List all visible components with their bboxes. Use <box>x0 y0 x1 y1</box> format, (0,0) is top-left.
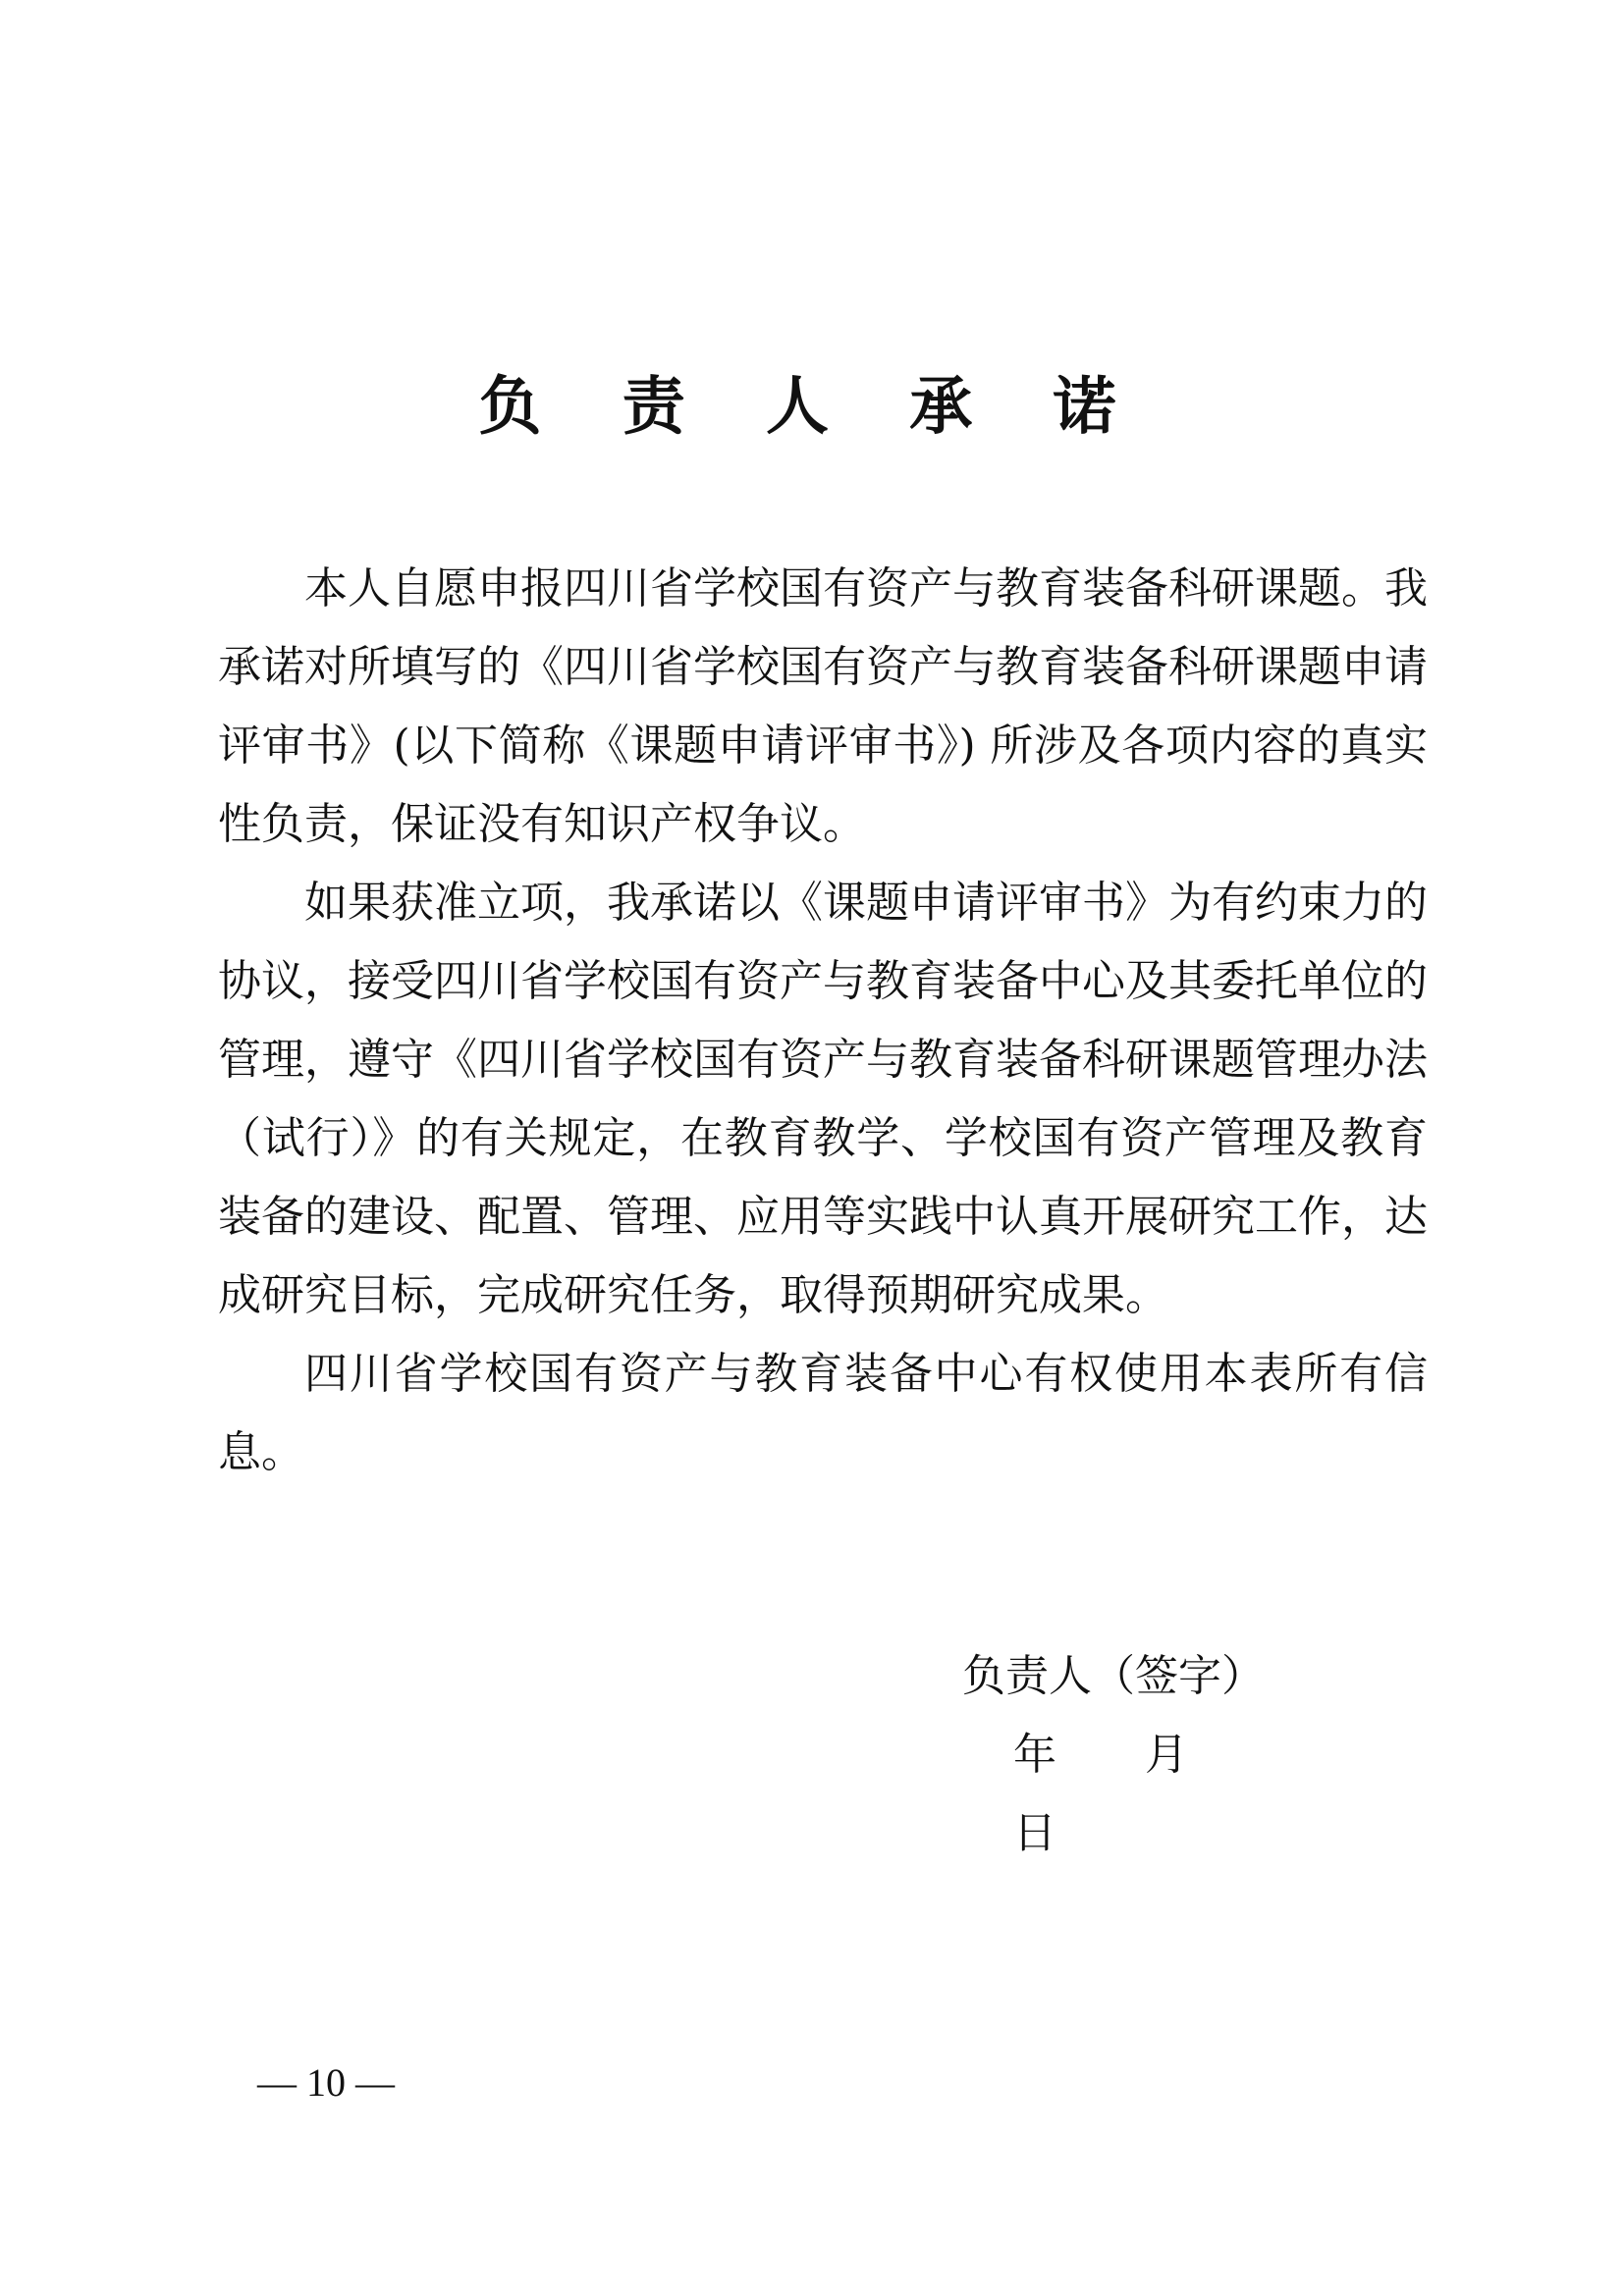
document-title: 负 责 人 承 诺 <box>478 370 1146 444</box>
signature-label: 负责人（签字） <box>962 1651 1265 1701</box>
document-body <box>218 550 1428 1492</box>
date-day: 日 <box>1013 1808 1056 1858</box>
signature-block <box>962 1637 1375 1873</box>
paragraph-agreement: 如果获准立项，我承诺以《课题申请评审书》为有约束力的协议，接受四川省学校国有资产与教育装备中心及其委托单位的管理，遵守《四川省学校国有资产与教育装备科研课题管理办法（试行）》的有关规定，在教育教学、学校国有资产管理及教育装备的建设、配置、管理、应用等实践中认真开展研究工作，达成研究目标，完成研究任务，取得预期研究成果。 <box>218 878 1428 1320</box>
date-month: 月 <box>1145 1730 1188 1780</box>
paragraph-usage-rights: 四川省学校国有资产与教育装备中心有权使用本表所有信息。 <box>218 1349 1428 1477</box>
paragraph-commitment: 本人自愿申报四川省学校国有资产与教育装备科研课题。我承诺对所填写的《四川省学校国有资产与教育装备科研课题申请评审书》(以下简称《课题申请评审书》) 所涉及各项内容的真实性负责，保证没有知识产权争议。 <box>218 563 1428 849</box>
page-number: — 10 — <box>257 2060 395 2105</box>
date-year: 年 <box>1013 1730 1056 1780</box>
date-line <box>962 1716 1375 1873</box>
